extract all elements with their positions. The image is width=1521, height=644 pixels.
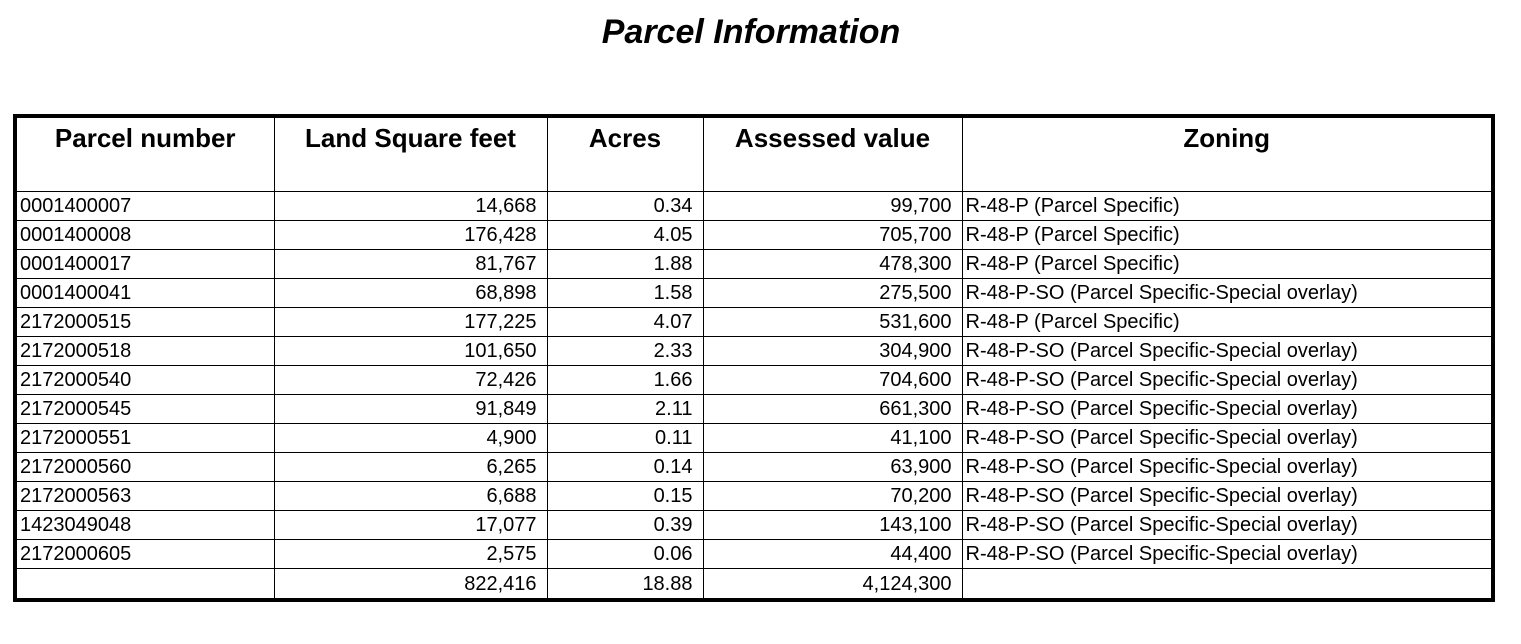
land-sqft-cell: 177,225 <box>274 308 547 337</box>
zoning-cell: R-48-P-SO (Parcel Specific-Special overlay) <box>962 424 1493 453</box>
table-row <box>15 424 1493 453</box>
assessed-value-cell: 275,500 <box>703 279 962 308</box>
table-header <box>15 116 1493 192</box>
total-zoning-cell <box>962 569 1493 601</box>
acres-cell: 0.39 <box>547 511 703 540</box>
land-sqft-cell: 17,077 <box>274 511 547 540</box>
header-acres: Acres <box>547 116 703 192</box>
land-sqft-cell: 68,898 <box>274 279 547 308</box>
acres-cell: 0.06 <box>547 540 703 569</box>
zoning-cell: R-48-P (Parcel Specific) <box>962 192 1493 221</box>
zoning-cell: R-48-P-SO (Parcel Specific-Special overlay) <box>962 366 1493 395</box>
land-sqft-cell: 6,688 <box>274 482 547 511</box>
land-sqft-cell: 101,650 <box>274 337 547 366</box>
parcel-number-cell: 2172000540 <box>15 366 274 395</box>
assessed-value-cell: 531,600 <box>703 308 962 337</box>
land-sqft-cell: 2,575 <box>274 540 547 569</box>
table-row <box>15 221 1493 250</box>
table-row <box>15 540 1493 569</box>
acres-cell: 0.34 <box>547 192 703 221</box>
parcel-number-cell: 2172000515 <box>15 308 274 337</box>
assessed-value-cell: 704,600 <box>703 366 962 395</box>
zoning-cell: R-48-P (Parcel Specific) <box>962 308 1493 337</box>
table-row <box>15 395 1493 424</box>
assessed-value-cell: 478,300 <box>703 250 962 279</box>
acres-cell: 2.33 <box>547 337 703 366</box>
land-sqft-cell: 4,900 <box>274 424 547 453</box>
acres-cell: 4.05 <box>547 221 703 250</box>
zoning-cell: R-48-P-SO (Parcel Specific-Special overlay) <box>962 453 1493 482</box>
acres-cell: 4.07 <box>547 308 703 337</box>
header-row <box>15 116 1493 192</box>
land-sqft-cell: 6,265 <box>274 453 547 482</box>
parcel-number-cell: 2172000605 <box>15 540 274 569</box>
parcel-number-cell: 1423049048 <box>15 511 274 540</box>
parcel-number-cell: 0001400017 <box>15 250 274 279</box>
zoning-cell: R-48-P-SO (Parcel Specific-Special overlay) <box>962 511 1493 540</box>
parcel-table <box>13 114 1495 602</box>
acres-cell: 2.11 <box>547 395 703 424</box>
assessed-value-cell: 70,200 <box>703 482 962 511</box>
land-sqft-cell: 72,426 <box>274 366 547 395</box>
totals-row <box>15 569 1493 601</box>
assessed-value-cell: 63,900 <box>703 453 962 482</box>
table-row <box>15 337 1493 366</box>
acres-cell: 1.58 <box>547 279 703 308</box>
header-zoning: Zoning <box>962 116 1493 192</box>
assessed-value-cell: 143,100 <box>703 511 962 540</box>
parcel-number-cell: 2172000551 <box>15 424 274 453</box>
assessed-value-cell: 705,700 <box>703 221 962 250</box>
parcel-number-cell: 2172000563 <box>15 482 274 511</box>
land-sqft-cell: 91,849 <box>274 395 547 424</box>
parcel-number-cell: 2172000545 <box>15 395 274 424</box>
table-row <box>15 192 1493 221</box>
acres-cell: 0.14 <box>547 453 703 482</box>
header-assessed-value: Assessed value <box>703 116 962 192</box>
zoning-cell: R-48-P-SO (Parcel Specific-Special overlay) <box>962 482 1493 511</box>
table-row <box>15 453 1493 482</box>
assessed-value-cell: 661,300 <box>703 395 962 424</box>
total-value-cell: 4,124,300 <box>703 569 962 601</box>
acres-cell: 1.88 <box>547 250 703 279</box>
parcel-number-cell: 0001400041 <box>15 279 274 308</box>
acres-cell: 1.66 <box>547 366 703 395</box>
table-body <box>15 192 1493 569</box>
total-acres-cell: 18.88 <box>547 569 703 601</box>
assessed-value-cell: 304,900 <box>703 337 962 366</box>
table-row <box>15 511 1493 540</box>
parcel-number-cell: 0001400008 <box>15 221 274 250</box>
parcel-number-cell: 2172000518 <box>15 337 274 366</box>
table-row <box>15 308 1493 337</box>
parcel-number-cell: 2172000560 <box>15 453 274 482</box>
zoning-cell: R-48-P-SO (Parcel Specific-Special overlay) <box>962 395 1493 424</box>
total-sqft-cell: 822,416 <box>274 569 547 601</box>
zoning-cell: R-48-P (Parcel Specific) <box>962 250 1493 279</box>
header-parcel-number: Parcel number <box>15 116 274 192</box>
zoning-cell: R-48-P (Parcel Specific) <box>962 221 1493 250</box>
assessed-value-cell: 44,400 <box>703 540 962 569</box>
page-title: Parcel Information <box>601 13 901 51</box>
zoning-cell: R-48-P-SO (Parcel Specific-Special overlay) <box>962 279 1493 308</box>
assessed-value-cell: 99,700 <box>703 192 962 221</box>
header-land-square-feet: Land Square feet <box>274 116 547 192</box>
parcel-number-cell: 0001400007 <box>15 192 274 221</box>
acres-cell: 0.15 <box>547 482 703 511</box>
table-row <box>15 250 1493 279</box>
zoning-cell: R-48-P-SO (Parcel Specific-Special overlay) <box>962 540 1493 569</box>
land-sqft-cell: 14,668 <box>274 192 547 221</box>
land-sqft-cell: 176,428 <box>274 221 547 250</box>
land-sqft-cell: 81,767 <box>274 250 547 279</box>
table-row <box>15 482 1493 511</box>
table-footer <box>15 569 1493 601</box>
zoning-cell: R-48-P-SO (Parcel Specific-Special overlay) <box>962 337 1493 366</box>
table-row <box>15 366 1493 395</box>
total-parcel-cell <box>15 569 274 601</box>
acres-cell: 0.11 <box>547 424 703 453</box>
assessed-value-cell: 41,100 <box>703 424 962 453</box>
table-row <box>15 279 1493 308</box>
